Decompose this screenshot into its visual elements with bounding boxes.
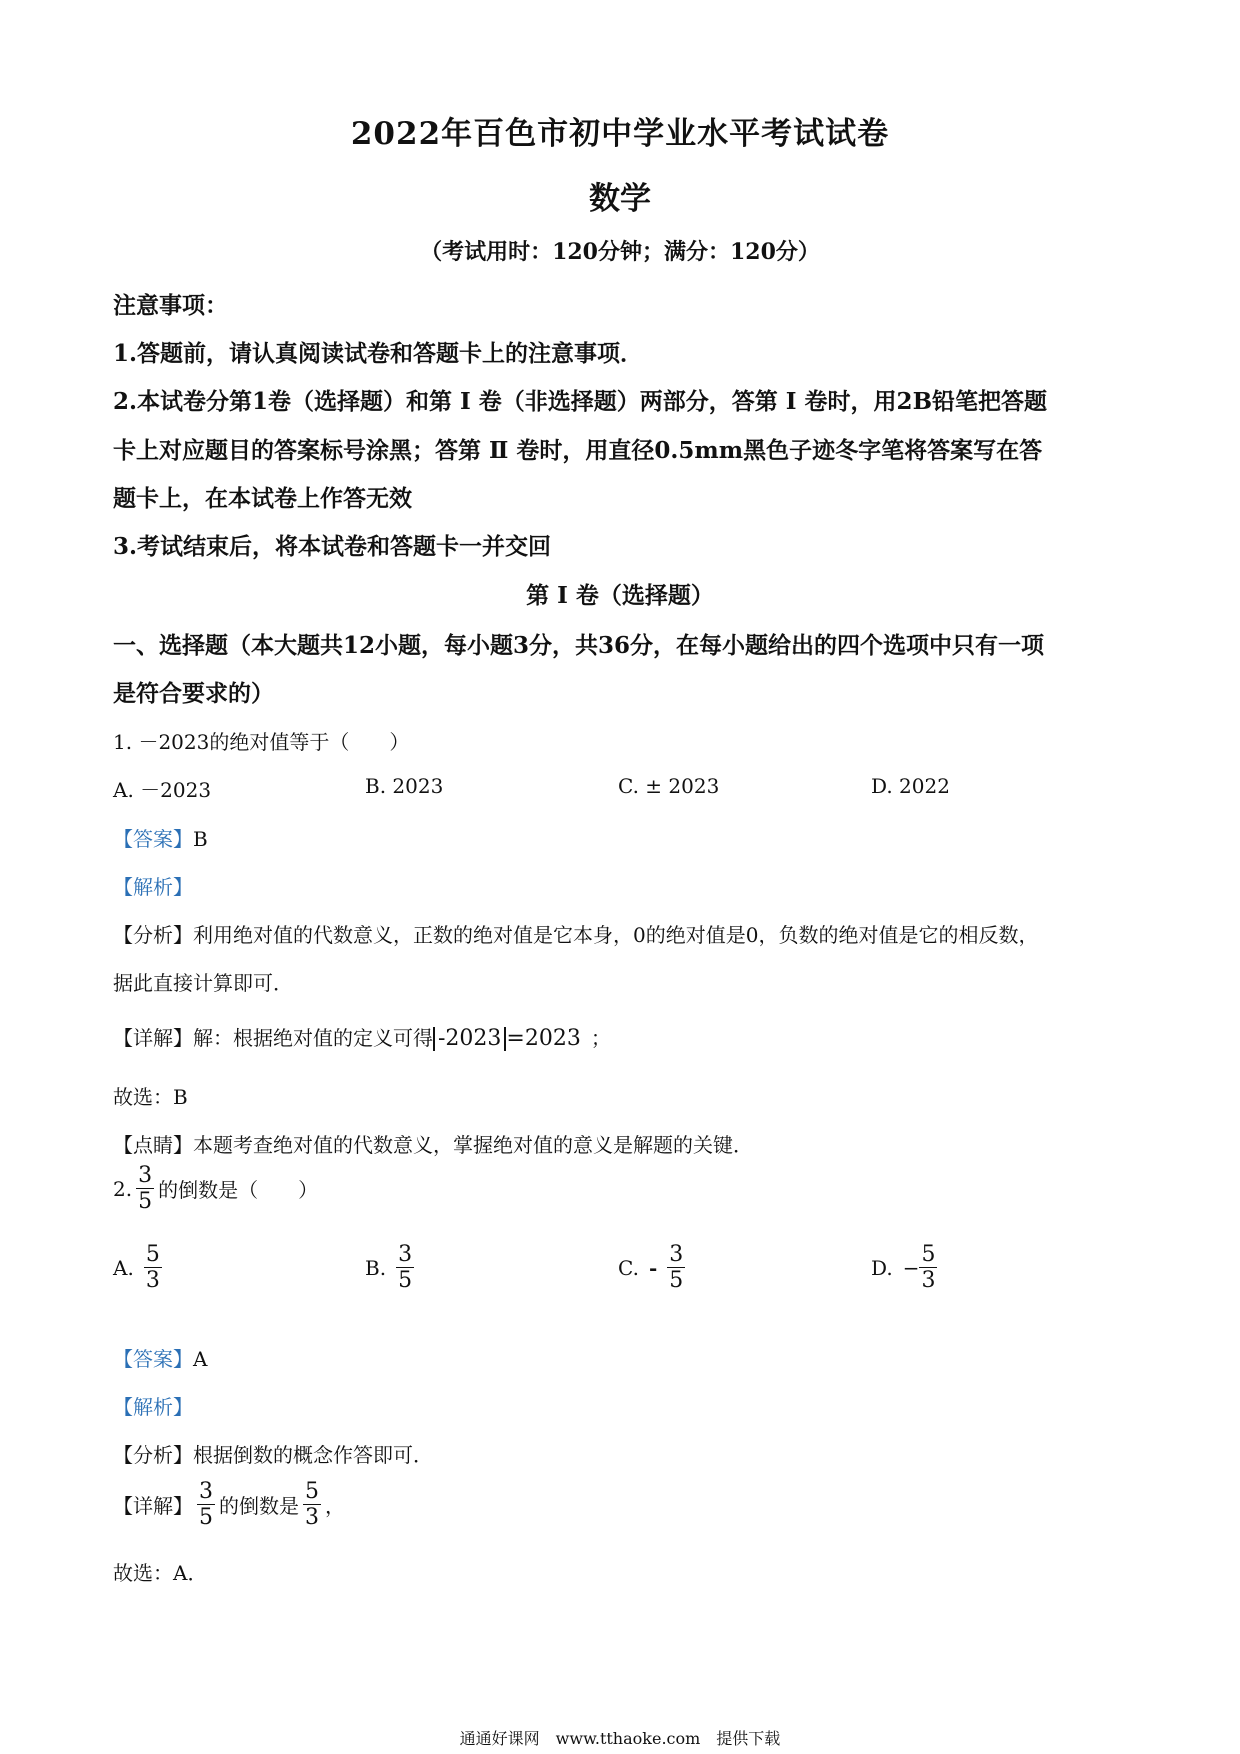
question-1-option-b: B. 2023 <box>365 774 444 798</box>
fraction <box>303 1480 321 1529</box>
question-2-option-a <box>113 1243 166 1292</box>
question-2-choice: 故选：A． <box>113 1561 208 1585</box>
question-2-option-d <box>871 1243 941 1292</box>
detail-label: 【详解】 <box>113 1494 193 1519</box>
page-footer: 通通好课网 www.tthaoke.com 提供下载 <box>459 1729 781 1748</box>
part-1-heading: 第 Ⅰ 卷（选择题） <box>526 582 714 609</box>
detail-result: =2023 <box>506 1026 581 1051</box>
question-2-analysis: 【分析】根据倒数的概念作答即可． <box>113 1443 433 1467</box>
detail-suffix: ； <box>590 1026 611 1050</box>
question-2-detail <box>113 1480 345 1529</box>
option-label: B. <box>365 1255 387 1280</box>
numerator: 3 <box>669 1242 684 1267</box>
question-1-option-a: A. －2023 <box>113 778 212 802</box>
question-1-analysis-line-1: 【分析】利用绝对值的代数意义，正数的绝对值是它本身，0的绝对值是0，负数的绝对值是它的相反数， <box>113 923 1039 947</box>
denominator: 3 <box>305 1505 319 1531</box>
fraction <box>136 1164 154 1213</box>
answer-label: 【答案】 <box>113 827 193 851</box>
section-heading-line-1: 一、选择题（本大题共12小题，每小题3分，共36分，在每小题给出的四个选项中只有一项 <box>113 632 1045 659</box>
numerator: 3 <box>138 1163 153 1188</box>
numerator: 3 <box>199 1479 213 1504</box>
stem-text: 的倒数是（ ） <box>158 1178 319 1203</box>
denominator: 3 <box>921 1268 936 1294</box>
option-label: D. <box>871 1255 893 1280</box>
notes-item-3: 3.考试结束后，将本试卷和答题卡一并交回 <box>113 533 552 560</box>
page-title: 2022年百色市初中学业水平考试试卷 <box>350 116 890 152</box>
detail-end: ， <box>325 1494 345 1519</box>
fraction <box>396 1243 414 1292</box>
question-1-answer <box>113 823 208 852</box>
numerator: 3 <box>398 1242 413 1267</box>
numerator: 5 <box>305 1479 319 1504</box>
notes-item-2-line-2: 卡上对应题目的答案标号涂黑；答第 Ⅱ 卷时，用直径0.5mm黑色子迹冬字笔将答案写在答 <box>113 437 1043 464</box>
fraction <box>144 1243 162 1292</box>
denominator: 5 <box>199 1505 213 1531</box>
answer-value: B <box>193 827 208 851</box>
notes-item-2-line-1: 2.本试卷分第1卷（选择题）和第 Ⅰ 卷（非选择题）两部分，答第 Ⅰ 卷时，用2B铅笔把答题 <box>113 388 1048 415</box>
notes-item-2-line-3: 题卡上，在本试卷上作答无效 <box>113 485 412 512</box>
detail-mid: 的倒数是 <box>219 1494 299 1519</box>
exam-time-info: （考试用时：120分钟；满分：120分） <box>420 239 820 265</box>
denominator: 5 <box>138 1189 153 1215</box>
question-2-jiexi-label: 【解析】 <box>113 1395 193 1419</box>
detail-prefix: 【详解】解：根据绝对值的定义可得 <box>113 1026 433 1050</box>
question-1-option-c: C. ± 2023 <box>618 774 720 798</box>
absolute-value-expression: -2023 <box>433 1027 506 1051</box>
question-1-choice: 故选：B <box>113 1085 188 1109</box>
section-heading-line-2: 是符合要求的） <box>113 680 274 707</box>
denominator: 5 <box>398 1268 413 1294</box>
question-number: 2. <box>113 1176 133 1201</box>
notes-item-1: 1.答题前，请认真阅读试卷和答题卡上的注意事项． <box>113 340 644 367</box>
question-1-option-d: D. 2022 <box>871 774 950 798</box>
fraction <box>667 1243 685 1292</box>
answer-label: 【答案】 <box>113 1347 193 1371</box>
numerator: 5 <box>145 1242 160 1267</box>
question-2-option-b <box>365 1243 418 1292</box>
denominator: 3 <box>145 1268 160 1294</box>
option-label: A. <box>113 1255 134 1280</box>
subject-title: 数学 <box>589 181 651 217</box>
denominator: 5 <box>669 1268 684 1294</box>
notes-heading: 注意事项： <box>113 292 228 319</box>
question-1-stem: 1. －2023的绝对值等于（ ） <box>113 730 410 754</box>
question-2-stem <box>113 1164 318 1213</box>
question-1-detail <box>113 1022 611 1051</box>
question-1-analysis-line-2: 据此直接计算即可． <box>113 971 293 995</box>
question-1-jiexi-label: 【解析】 <box>113 875 193 899</box>
answer-value: A <box>193 1347 208 1371</box>
option-sign: - <box>648 1255 658 1280</box>
numerator: 5 <box>921 1242 936 1267</box>
question-2-option-c <box>618 1243 689 1292</box>
option-label: C. <box>618 1255 639 1280</box>
fraction <box>919 1243 937 1292</box>
fraction <box>197 1480 215 1529</box>
question-1-comment: 【点睛】本题考查绝对值的代数意义，掌握绝对值的意义是解题的关键． <box>113 1133 753 1157</box>
option-sign: − <box>902 1255 920 1280</box>
question-2-answer <box>113 1343 207 1372</box>
